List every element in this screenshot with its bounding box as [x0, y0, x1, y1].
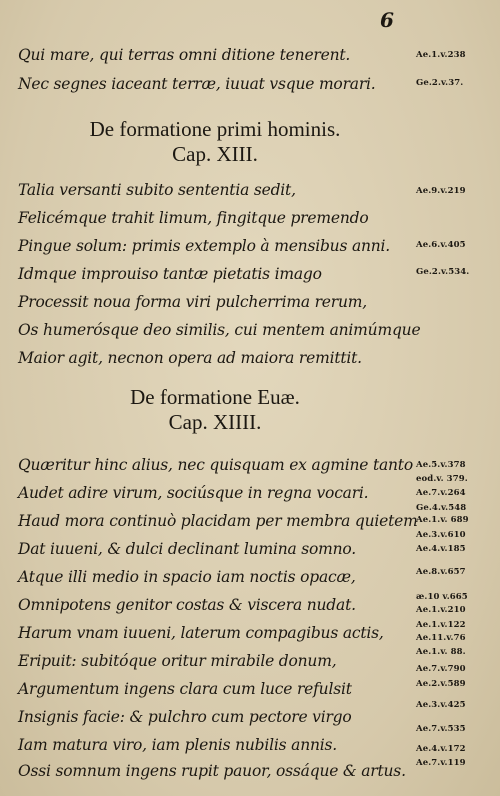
margin-reference: Ae.7.v.790 [416, 664, 466, 674]
margin-reference: Ae.1.v. 88. [416, 647, 466, 657]
margin-reference: Ae.1.v.238 [416, 50, 466, 60]
margin-reference: Ae.2.v.589 [416, 679, 466, 689]
margin-reference: Ae.6.v.405 [416, 240, 466, 250]
margin-reference: Ge.4.v.548 [416, 503, 467, 513]
verse-line: Talia versanti subito sententia sedit, [18, 181, 296, 199]
page-number: 6 [380, 8, 394, 32]
chapter-heading: De formatione primi hominis. [89, 117, 341, 141]
chapter-heading: Cap. XIII. [172, 142, 258, 166]
verse-line: Argumentum ingens clara cum luce refulsit [18, 680, 352, 698]
margin-reference: Ae.1.v. 689 [416, 515, 469, 525]
chapter-heading: De formatione Euæ. [130, 385, 300, 409]
verse-line: Atque illi medio in spacio iam noctis opacæ, [18, 568, 356, 586]
verse-line: Ossi somnum ingens rupit pauor, ossáque & artus. [18, 762, 406, 780]
margin-reference: Ae.7.v.535 [416, 724, 466, 734]
verse-line: Dat iuueni, & dulci declinant lumina somno. [18, 540, 357, 558]
margin-reference: Ge.2.v.534. [416, 267, 470, 277]
verse-line: Nec segnes iaceant terræ, iuuat vsque morari. [18, 75, 376, 93]
verse-line: Qui mare, qui terras omni ditione tenerent. [18, 46, 351, 64]
verse-line: Harum vnam iuueni, laterum compagibus actis, [18, 624, 384, 642]
verse-line: Processit noua forma viri pulcherrima rerum, [18, 293, 368, 311]
verse-line: Idmque improuiso tantæ pietatis imago [18, 265, 322, 283]
verse-line: Haud mora continuò placidam per membra quietem [18, 512, 418, 530]
margin-reference: Ae.1.v.210 [416, 605, 466, 615]
margin-reference: Ae.1.v.122 [416, 620, 466, 630]
verse-line: Iam matura viro, iam plenis nubilis annis. [18, 736, 338, 754]
margin-reference: Ae.7.v.264 [416, 488, 466, 498]
verse-line: Pingue solum: primis extemplo à mensibus anni. [18, 237, 391, 255]
verse-line: Os humerósque deo similis, cui mentem animúmque [18, 321, 421, 339]
margin-reference: Ae.9.v.219 [416, 186, 466, 196]
verse-line: Eripuit: subitóque oritur mirabile donum, [18, 652, 337, 670]
margin-reference: Ae.4.v.172 [416, 744, 466, 754]
verse-line: Felicémque trahit limum, fingitque premendo [18, 209, 369, 227]
margin-reference: eod.v. 379. [416, 474, 468, 484]
margin-reference: Ae.11.v.76 [416, 633, 466, 643]
verse-line: Maior agit, necnon opera ad maiora remittit. [18, 349, 362, 367]
chapter-heading: Cap. XIIII. [168, 410, 262, 434]
verse-line: Insignis facie: & pulchro cum pectore virgo [18, 708, 352, 726]
margin-reference: Ae.7.v.119 [416, 758, 466, 768]
verse-line: Audet adire virum, sociúsque in regna vocari. [18, 484, 369, 502]
margin-reference: Ae.5.v.378 [416, 460, 466, 470]
margin-reference: Ae.3.v.610 [416, 530, 466, 540]
verse-line: Quæritur hinc alius, nec quisquam ex agmine tanto [18, 456, 413, 474]
margin-reference: Ae.4.v.185 [416, 544, 466, 554]
verse-line: Omnipotens genitor costas & viscera nudat. [18, 596, 356, 614]
margin-reference: Ge.2.v.37. [416, 78, 464, 88]
margin-reference: Ae.8.v.657 [416, 567, 466, 577]
margin-reference: æ.10 v.665 [416, 592, 468, 602]
margin-reference: Ae.3.v.425 [416, 700, 466, 710]
